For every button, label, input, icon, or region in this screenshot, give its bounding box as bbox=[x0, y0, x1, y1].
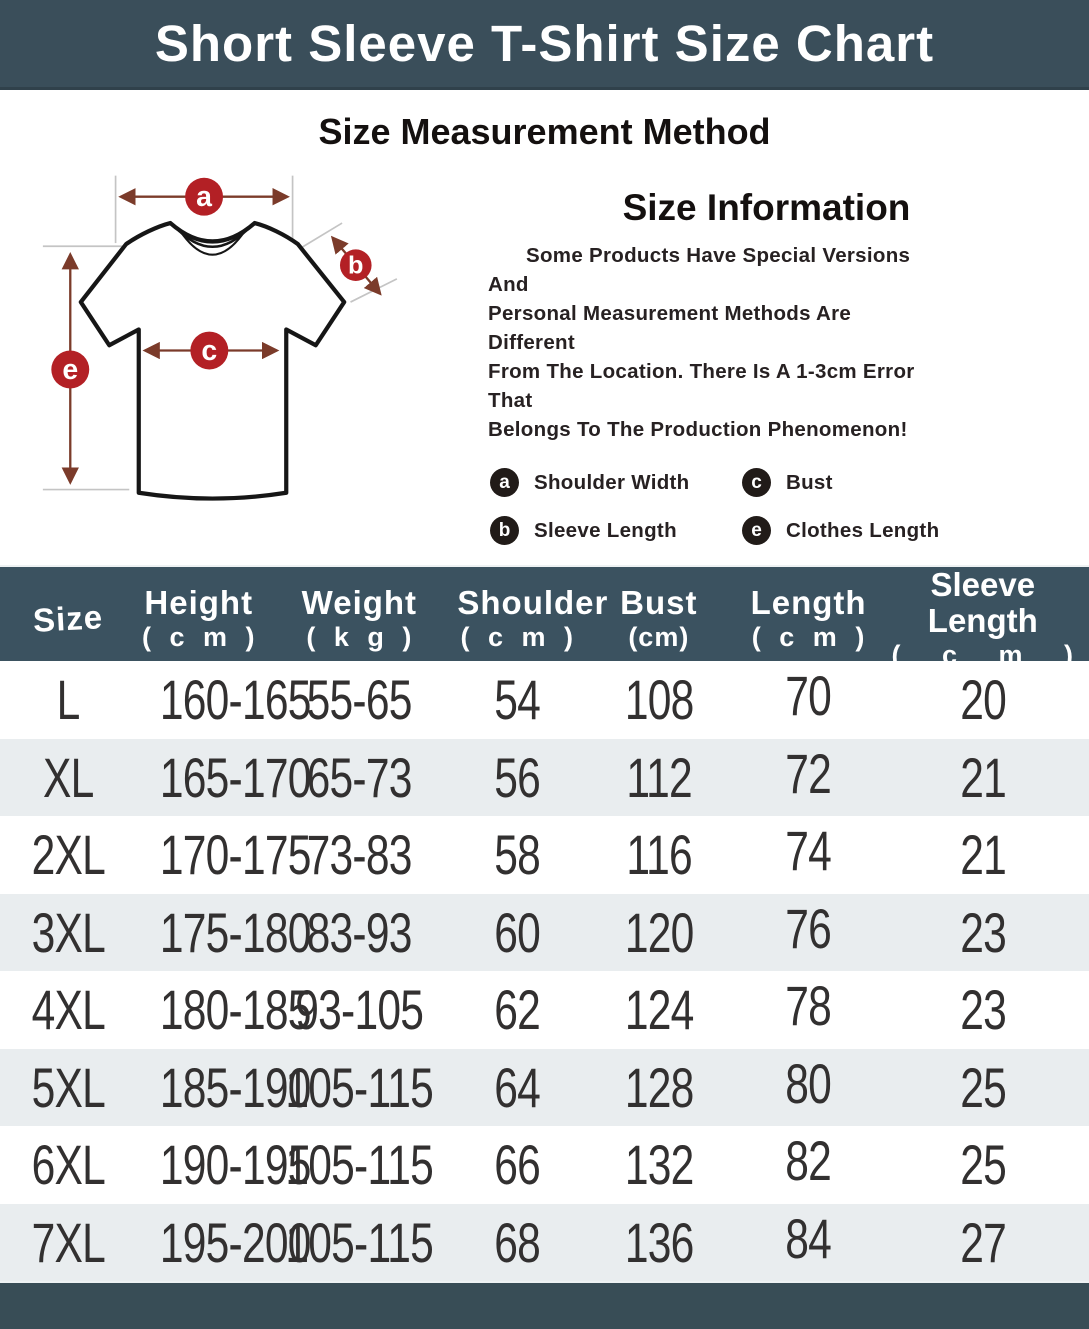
cell-value: 112 bbox=[626, 745, 692, 809]
table-cell bbox=[0, 667, 136, 732]
table-cell bbox=[877, 1055, 1089, 1120]
table-cell bbox=[877, 667, 1089, 732]
column-header-weight: Weight ( k g ) bbox=[301, 584, 418, 652]
info-line: Personal Measurement Methods Are Different bbox=[488, 302, 852, 354]
cell-value: 175-180 bbox=[159, 900, 311, 964]
measurement-body bbox=[0, 157, 1089, 565]
info-line: Some Products Have Special Versions And bbox=[488, 244, 911, 296]
table-cell bbox=[136, 667, 311, 732]
marker-c-letter: c bbox=[201, 335, 218, 368]
table-cell bbox=[741, 896, 877, 965]
cell-value: 83-93 bbox=[306, 900, 412, 964]
column-header-bust: Bust (cm) bbox=[620, 584, 698, 652]
cell-value: XL bbox=[42, 745, 94, 809]
table-cell bbox=[0, 745, 136, 810]
cell-value: 21 bbox=[959, 745, 1006, 809]
table-row bbox=[0, 1049, 1089, 1127]
cell-value: 55-65 bbox=[306, 668, 412, 732]
cell-value: 180-185 bbox=[159, 978, 311, 1042]
table-cell bbox=[577, 745, 740, 810]
table-cell bbox=[741, 1051, 877, 1120]
cell-value: 124 bbox=[624, 978, 694, 1042]
table-cell bbox=[577, 900, 740, 965]
table-cell bbox=[0, 1210, 136, 1275]
table-cell bbox=[577, 1055, 740, 1120]
cell-value: 7XL bbox=[31, 1210, 105, 1274]
cell-value: 66 bbox=[494, 1133, 541, 1197]
table-cell bbox=[577, 1132, 740, 1197]
table-cell bbox=[457, 977, 577, 1042]
marker-a-letter: a bbox=[196, 181, 212, 214]
cell-value: 105-115 bbox=[285, 1055, 434, 1119]
cell-value: 21 bbox=[959, 823, 1006, 887]
cell-value: 56 bbox=[494, 745, 541, 809]
table-row bbox=[0, 971, 1089, 1049]
table-row bbox=[0, 1126, 1089, 1204]
marker-e-letter: e bbox=[62, 353, 79, 386]
table-cell bbox=[457, 900, 577, 965]
cell-value: 195-200 bbox=[159, 1210, 311, 1274]
cell-value: 72 bbox=[785, 741, 832, 805]
table-cell bbox=[741, 819, 877, 887]
size-information-panel bbox=[458, 157, 1089, 565]
cell-value: 190-195 bbox=[159, 1133, 311, 1197]
table-cell bbox=[136, 900, 311, 965]
cell-value: 73-83 bbox=[306, 823, 412, 887]
column-header-height: Height ( c m ) bbox=[141, 584, 256, 652]
cell-value: 65-73 bbox=[306, 745, 412, 809]
table-cell bbox=[877, 1210, 1089, 1275]
cell-value: 6XL bbox=[31, 1133, 105, 1197]
legend-item-shoulder-width bbox=[490, 468, 742, 497]
table-cell bbox=[261, 1132, 457, 1197]
cell-value: 4XL bbox=[31, 978, 105, 1042]
cell-value: 25 bbox=[959, 1133, 1006, 1197]
table-cell bbox=[741, 1129, 877, 1197]
legend-label: Shoulder Width bbox=[534, 470, 690, 494]
table-cell bbox=[457, 667, 577, 732]
legend-item-bust bbox=[742, 468, 1075, 497]
table-cell bbox=[577, 977, 740, 1042]
cell-value: 82 bbox=[785, 1129, 832, 1193]
tshirt-measurement-diagram bbox=[0, 157, 458, 565]
cell-value: 25 bbox=[959, 1055, 1006, 1119]
size-table-header bbox=[0, 565, 1089, 670]
cell-value: 23 bbox=[959, 900, 1006, 964]
table-row bbox=[0, 661, 1089, 739]
legend-item-sleeve-length bbox=[490, 516, 742, 545]
size-table bbox=[0, 565, 1089, 1281]
info-line: Belongs To The Production Phenomenon! bbox=[488, 418, 908, 441]
size-information-heading: Size Information bbox=[622, 187, 911, 228]
cell-value: 60 bbox=[494, 900, 541, 964]
table-cell bbox=[136, 745, 311, 810]
cell-value: 80 bbox=[785, 1051, 832, 1115]
legend-label: Clothes Length bbox=[786, 518, 940, 542]
marker-b-badge bbox=[340, 249, 372, 281]
cell-value: 27 bbox=[959, 1210, 1006, 1274]
column-header-shoulder: Shoulder ( c m ) bbox=[457, 584, 609, 652]
table-cell bbox=[741, 741, 877, 810]
cell-value: L bbox=[56, 668, 80, 732]
table-cell bbox=[0, 900, 136, 965]
legend-item-clothes-length bbox=[742, 516, 1075, 545]
cell-value: 170-175 bbox=[159, 823, 311, 887]
banner bbox=[0, 0, 1089, 90]
table-cell bbox=[0, 822, 136, 887]
table-cell bbox=[0, 1132, 136, 1197]
legend-label: Sleeve Length bbox=[534, 518, 677, 542]
table-cell bbox=[877, 1132, 1089, 1197]
cell-value: 132 bbox=[624, 1133, 694, 1197]
cell-value: 105-115 bbox=[285, 1133, 434, 1197]
tshirt-diagram-svg bbox=[26, 163, 458, 537]
cell-value: 136 bbox=[624, 1210, 694, 1274]
cell-value: 160-165 bbox=[159, 668, 311, 732]
marker-c-badge bbox=[190, 332, 228, 370]
column-header-length: Length ( c m ) bbox=[750, 584, 867, 652]
table-cell bbox=[457, 1132, 577, 1197]
measurement-section bbox=[0, 90, 1089, 565]
table-cell bbox=[457, 1210, 577, 1275]
cell-value: 62 bbox=[494, 978, 541, 1042]
table-cell bbox=[136, 1132, 311, 1197]
cell-value: 2XL bbox=[31, 823, 105, 887]
table-cell bbox=[457, 1055, 577, 1120]
table-cell bbox=[577, 822, 740, 887]
cell-value: 105-115 bbox=[285, 1210, 434, 1274]
table-cell bbox=[741, 974, 877, 1042]
table-row bbox=[0, 739, 1089, 817]
cell-value: 23 bbox=[959, 978, 1006, 1042]
size-information-text bbox=[488, 241, 938, 444]
table-cell bbox=[261, 1210, 457, 1275]
cell-value: 116 bbox=[626, 823, 692, 887]
table-cell bbox=[0, 977, 136, 1042]
cell-value: 78 bbox=[785, 974, 832, 1038]
marker-b-letter: b bbox=[348, 251, 364, 280]
cell-value: 185-190 bbox=[159, 1055, 311, 1119]
cell-value: 5XL bbox=[31, 1055, 105, 1119]
legend-marker-c-icon: c bbox=[742, 468, 771, 497]
column-header-sleeve-length: Sleeve Length ( c m ) bbox=[891, 566, 1075, 670]
cell-value: 74 bbox=[785, 819, 832, 883]
table-cell bbox=[136, 822, 311, 887]
table-cell bbox=[877, 745, 1089, 810]
table-cell bbox=[741, 1206, 877, 1275]
marker-a-badge bbox=[185, 178, 223, 216]
table-row bbox=[0, 816, 1089, 894]
cell-value: 120 bbox=[624, 900, 694, 964]
cell-value: 58 bbox=[494, 823, 541, 887]
legend-marker-e-icon: e bbox=[742, 516, 771, 545]
table-row bbox=[0, 1204, 1089, 1282]
table-cell bbox=[136, 1055, 311, 1120]
cell-value: 76 bbox=[785, 896, 832, 960]
cell-value: 54 bbox=[494, 668, 541, 732]
table-cell bbox=[136, 977, 311, 1042]
legend-marker-a-icon: a bbox=[490, 468, 519, 497]
table-cell bbox=[877, 900, 1089, 965]
page-title: Short Sleeve T-Shirt Size Chart bbox=[154, 15, 935, 72]
cell-value: 68 bbox=[494, 1210, 541, 1274]
column-header-size: Size bbox=[32, 598, 104, 639]
table-cell bbox=[741, 664, 877, 732]
cell-value: 84 bbox=[785, 1206, 832, 1270]
measurement-legend bbox=[490, 468, 1075, 545]
marker-e-badge bbox=[51, 351, 89, 389]
table-cell bbox=[577, 1210, 740, 1275]
table-cell bbox=[877, 977, 1089, 1042]
cell-value: 20 bbox=[959, 668, 1006, 732]
table-cell bbox=[0, 1055, 136, 1120]
cell-value: 3XL bbox=[31, 900, 105, 964]
table-cell bbox=[261, 1055, 457, 1120]
size-table-body bbox=[0, 661, 1089, 1281]
table-cell bbox=[457, 745, 577, 810]
cell-value: 108 bbox=[624, 668, 694, 732]
table-cell bbox=[457, 822, 577, 887]
table-row bbox=[0, 894, 1089, 972]
table-cell bbox=[577, 667, 740, 732]
cell-value: 128 bbox=[624, 1055, 694, 1119]
cell-value: 70 bbox=[785, 664, 832, 728]
footer-band bbox=[0, 1281, 1089, 1329]
table-cell bbox=[136, 1210, 311, 1275]
table-cell bbox=[877, 822, 1089, 887]
cell-value: 165-170 bbox=[159, 745, 311, 809]
legend-marker-b-icon: b bbox=[490, 516, 519, 545]
info-line: From The Location. There Is A 1-3cm Error That bbox=[488, 360, 915, 412]
legend-label: Bust bbox=[786, 470, 833, 494]
cell-value: 64 bbox=[494, 1055, 541, 1119]
measurement-heading: Size Measurement Method bbox=[318, 111, 771, 152]
cell-value: 93-105 bbox=[295, 978, 424, 1042]
